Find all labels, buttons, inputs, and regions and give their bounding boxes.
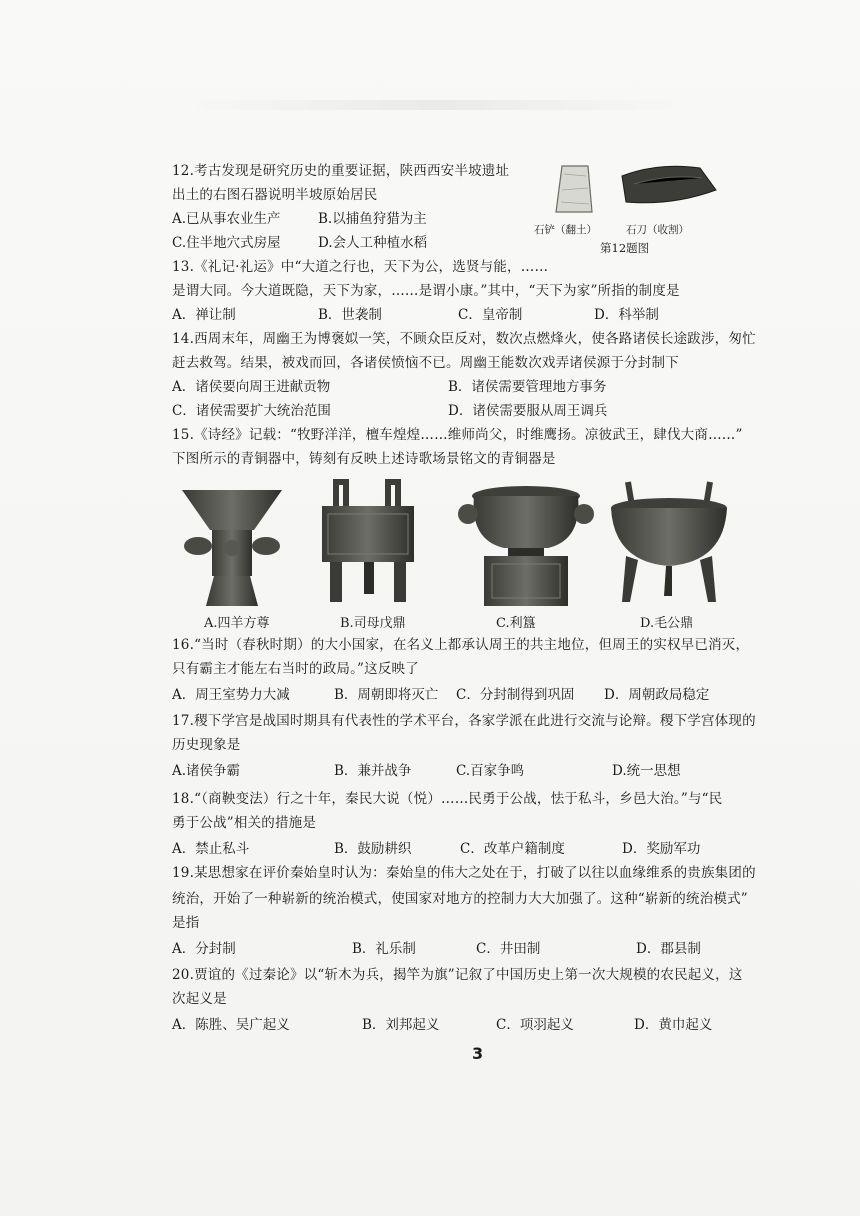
q14-option-b: B．诸侯需要管理地方事务 [448,379,607,395]
q15-stem-line1: 15.《诗经》记载：“牧野洋洋，檀车煌煌……维师尚父，时维鹰扬。凉彼武王，肆伐大商……” [172,427,743,443]
q12-option-d: D.会人工种植水稻 [318,235,428,251]
q13-option-a: A．禅让制 [172,307,236,323]
stone-shovel-label: 石铲（翻土） [534,224,597,236]
q15-option-b: B.司母戊鼎 [340,616,406,631]
q17-option-b: B．兼并战争 [334,763,412,779]
q18-stem-line2: 勇于公战”相关的措施是 [172,815,317,831]
q20-option-a: A．陈胜、吴广起义 [172,1017,290,1033]
simuwu-ding-image [322,482,414,602]
q16-stem-line1: 16.“当时（春秋时期）的大小国家，在名义上都承认周王的共主地位，但周王的实权早已消灭， [172,637,750,653]
q18-option-a: A．禁止私斗 [172,841,250,857]
q19-stem-line1: 19.某思想家在评价秦始皇时认为：秦始皇的伟大之处在于，打破了以往以血缘维系的贵族集团的 [172,865,756,881]
stone-tools-image [548,160,728,222]
q20-option-b: B．刘邦起义 [362,1017,440,1033]
q19-option-d: D．郡县制 [636,941,701,957]
q19-option-b: B．礼乐制 [352,941,416,957]
q12-option-c: C.住半地穴式房屋 [172,235,281,251]
stone-knife-label: 石刀（收割） [626,224,689,236]
maogong-ding-image [611,482,727,602]
q14-stem-line2: 赶去救驾。结果，被戏而回，各诸侯愤恼不已。周幽王能数次戏弄诸侯源于分封制下 [172,355,679,371]
bronze-vessels-figure [178,478,738,628]
q13-stem-line2: 是谓大同。今大道既隐，天下为家，……是谓小康。”其中，“天下为家”所指的制度是 [172,283,680,299]
q12-stem-line2: 出土的右图石器说明半坡原始居民 [172,187,378,203]
q13-option-d: D．科举制 [594,307,659,323]
q13-option-c: C．皇帝制 [458,307,523,323]
q17-option-d: D.统一思想 [612,763,681,779]
q18-option-c: C．改革户籍制度 [460,841,565,857]
q17-option-c: C.百家争鸣 [456,763,525,779]
q16-stem-line2: 只有霸主才能左右当时的政局。”这反映了 [172,661,419,677]
q15-option-a: A.四羊方尊 [204,616,270,631]
q13-stem-line1: 13.《礼记·礼运》中“大道之行也，天下为公，选贤与能，…… [172,259,549,275]
q16-option-b: B．周朝即将灭亡 [334,687,439,703]
q16-option-a: A．周王室势力大减 [172,687,290,703]
q14-stem-line1: 14.西周末年，周幽王为博褒姒一笑，不顾众臣反对，数次点燃烽火，使各路诸侯长途跋涉，匆忙 [172,331,756,347]
q12-option-b: B.以捕鱼狩猎为主 [318,211,427,227]
stone-knife-image [622,166,716,203]
q17-stem-line1: 17.稷下学宫是战国时期具有代表性的学术平台，各家学派在此进行交流与论辩。稷下学宫体现的 [172,713,756,729]
q18-option-b: B．鼓励耕织 [334,841,412,857]
four-goat-square-zun-image [182,490,282,606]
q15-option-d: D.毛公鼎 [640,616,694,631]
q18-option-d: D．奖励军功 [622,841,701,857]
q14-option-d: D．诸侯需要服从周王调兵 [448,403,608,419]
q19-option-a: A．分封制 [172,941,236,957]
q12-figure [534,160,728,255]
q15-option-c: C.利簋 [496,616,536,631]
q14-option-c: C．诸侯需要扩大统治范围 [172,403,331,419]
q14-option-a: A．诸侯要向周王进献贡物 [172,379,331,395]
q17-option-a: A.诸侯争霸 [172,763,241,779]
q18-stem-line1: 18.“（商鞅变法）行之十年，秦民大说（悦）……民勇于公战，怯于私斗，乡邑大治。”与“民 [172,791,723,807]
q16-option-c: C．分封制得到巩固 [456,687,575,703]
q12-stem-line1: 12.考古发现是研究历史的重要证据，陕西西安半坡遗址 [172,163,510,179]
q17-stem-line2: 历史现象是 [172,737,241,753]
scan-shadow [170,100,700,110]
q12-figure-caption: 第12题图 [600,241,650,255]
q13-option-b: B．世袭制 [318,307,382,323]
page-number: 3 [472,1044,484,1063]
q16-option-d: D．周朝政局稳定 [604,687,710,703]
q19-option-c: C．井田制 [476,941,541,957]
q19-stem-line2: 统治，开始了一种崭新的统治模式，使国家对地方的控制力大大加强了。这种“崭新的统治模式” [172,891,748,907]
q20-option-d: D．黄巾起义 [634,1017,713,1033]
li-gui-image [458,486,594,606]
q19-stem-line3: 是指 [172,915,200,931]
q12-option-a: A.已从事农业生产 [172,211,281,227]
q20-stem-line2: 次起义是 [172,991,227,1007]
q20-option-c: C．项羽起义 [496,1017,574,1033]
q15-stem-line2: 下图所示的青铜器中，铸刻有反映上述诗歌场景铭文的青铜器是 [172,451,556,467]
q20-stem-line1: 20.贾谊的《过秦论》以“斩木为兵，揭竿为旗”记叙了中国历史上第一次大规模的农民起义，这 [172,967,743,983]
